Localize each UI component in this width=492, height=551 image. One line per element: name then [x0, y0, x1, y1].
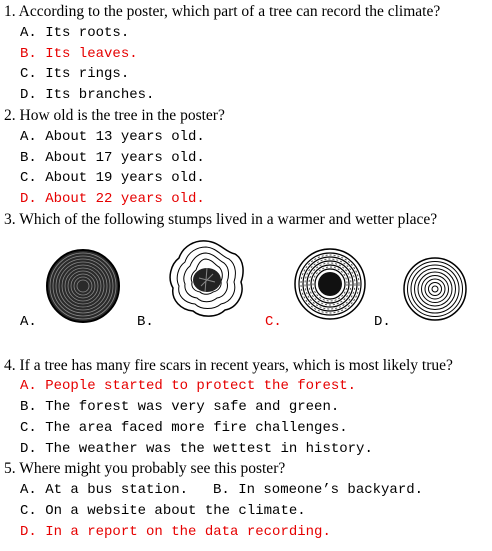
- question-5-text: 5. Where might you probably see this poster?: [4, 460, 286, 477]
- question-5-option-a[interactable]: A. At a bus station.: [20, 482, 189, 498]
- stump-b-image: [165, 238, 247, 320]
- question-4-option-a[interactable]: A. People started to protect the forest.: [20, 378, 357, 394]
- question-4-text: 4. If a tree has many fire scars in recent years, which is most likely true?: [4, 357, 453, 374]
- question-4-option-b[interactable]: B. The forest was very safe and green.: [20, 399, 340, 415]
- question-2-option-a[interactable]: A. About 13 years old.: [20, 129, 205, 145]
- question-5-option-c[interactable]: C. On a website about the climate.: [20, 503, 306, 519]
- question-4-option-c[interactable]: C. The area faced more fire challenges.: [20, 420, 348, 436]
- stump-c-image: [292, 246, 368, 322]
- question-3-text: 3. Which of the following stumps lived in a warmer and wetter place?: [4, 211, 438, 228]
- question-4-option-d[interactable]: D. The weather was the wettest in history.: [20, 441, 373, 457]
- question-1-option-b[interactable]: B. Its leaves.: [20, 46, 138, 62]
- stump-b-label[interactable]: B.: [137, 314, 154, 330]
- stump-d-label[interactable]: D.: [374, 314, 391, 330]
- question-1-option-a[interactable]: A. Its roots.: [20, 25, 130, 41]
- stump-d-image: [402, 256, 468, 322]
- stump-a-image: [44, 247, 122, 325]
- question-2-option-b[interactable]: B. About 17 years old.: [20, 150, 205, 166]
- question-2-text: 2. How old is the tree in the poster?: [4, 107, 225, 124]
- question-2-option-c[interactable]: C. About 19 years old.: [20, 170, 205, 186]
- question-1-text: 1. According to the poster, which part of a tree can record the climate?: [4, 3, 441, 20]
- question-5-option-b[interactable]: B. In someone’s backyard.: [213, 482, 424, 498]
- stump-c-label[interactable]: C.: [265, 314, 282, 330]
- question-5-option-d[interactable]: D. In a report on the data recording.: [20, 524, 331, 540]
- question-1-option-d[interactable]: D. Its branches.: [20, 87, 155, 103]
- question-2-option-d[interactable]: D. About 22 years old.: [20, 191, 205, 207]
- question-1-option-c[interactable]: C. Its rings.: [20, 66, 130, 82]
- stump-a-label[interactable]: A.: [20, 314, 37, 330]
